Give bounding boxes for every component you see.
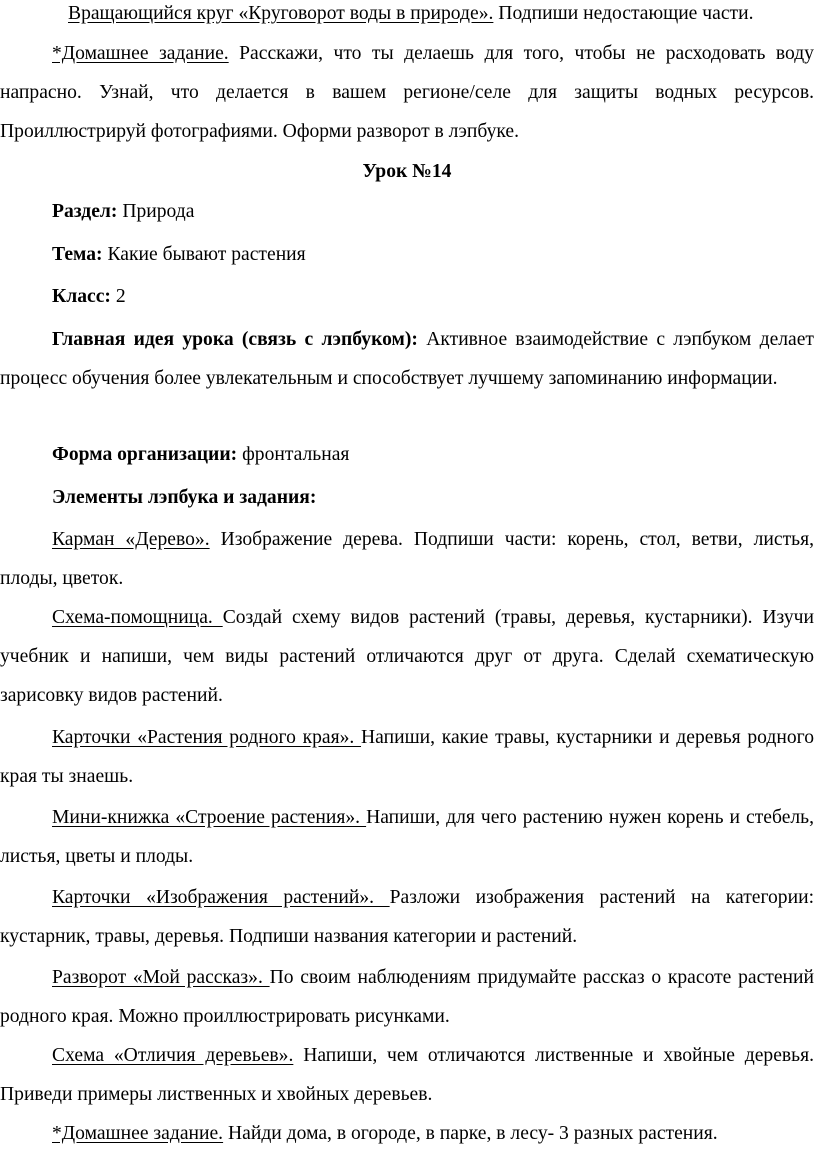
element-title: Карточки «Изображения растений». (52, 887, 390, 908)
topic-label: Тема: (52, 244, 103, 265)
element-text: По своим наблюдениям придумайте рассказ о красоте растений родного края. Можно проиллюстрировать рисунками. (0, 967, 814, 1027)
element-item (0, 718, 814, 796)
water-circle-paragraph (0, 0, 814, 33)
intro-homework-text: Расскажи, что ты делаешь для того, чтобы не расходовать воду напрасно. Узнай, что делается в вашем регионе/селе для защиты водных ресурсов. Проиллюстрируй фотографиями. Оформи разворот в лэпбуке. (0, 43, 814, 142)
element-item (0, 878, 814, 956)
form-value: фронтальная (242, 444, 350, 465)
form-label: Форма организации: (52, 444, 238, 465)
element-title: Карточки «Растения родного края». (52, 727, 362, 748)
element-title: Схема «Отличия деревьев». (52, 1045, 294, 1066)
element-text: Напиши, для чего растению нужен корень и стебель, листья, цветы и плоды. (0, 807, 815, 867)
element-text: Создай схему видов растений (травы, деревья, кустарники). Изучи учебник и напиши, чем виды растений отличаются друг от друга. Сделай схематическую зарисовку видов растений. (0, 607, 814, 706)
element-text: Разложи изображения растений на категории: кустарник, травы, деревья. Подпиши названия категории и растений. (0, 887, 815, 947)
topic-value: Какие бывают растения (107, 244, 306, 265)
topic-line (0, 235, 814, 274)
grade-value: 2 (115, 286, 126, 307)
element-item (0, 1036, 814, 1114)
intro-homework-paragraph (0, 34, 814, 151)
element-text: Напиши, чем отличаются лиственные и хвойные деревья. Приведи примеры лиственных и хвойных деревьев. (0, 1045, 814, 1105)
element-item (0, 958, 814, 1036)
lesson-title: Урок №14 (362, 161, 452, 182)
final-homework-paragraph (0, 1114, 814, 1153)
section-label: Раздел: (52, 201, 118, 222)
element-title: Мини-книжка «Строение растения». (52, 807, 367, 828)
form-line (0, 435, 814, 474)
element-item (0, 598, 814, 715)
water-circle-title: Вращающийся круг «Круговорот воды в природе». (68, 3, 494, 24)
element-text: Напиши, какие травы, кустарники и деревья родного края ты знаешь. (0, 727, 814, 787)
final-homework-text: Найди дома, в огороде, в парке, в лесу- 3 разных растения. (228, 1123, 718, 1144)
element-text: Изображение дерева. Подпиши части: корень, стол, ветви, листья, плоды, цветок. (0, 529, 814, 589)
intro-homework-label: *Домашнее задание. (52, 43, 229, 64)
element-item (0, 520, 814, 598)
element-item (0, 798, 814, 876)
main-idea-label: Главная идея урока (связь с лэпбуком): (52, 329, 418, 350)
element-title: Карман «Дерево». (52, 529, 210, 550)
elements-heading: Элементы лэпбука и задания: (52, 487, 317, 508)
main-idea-text: Активное взаимодействие с лэпбуком делает процесс обучения более увлекательным и способствует лучшему запоминанию информации. (0, 329, 814, 389)
final-homework-label: *Домашнее задание. (52, 1123, 224, 1144)
grade-line (0, 277, 814, 316)
grade-label: Класс: (52, 286, 111, 307)
section-value: Природа (122, 201, 195, 222)
element-title: Схема-помощница. (52, 607, 223, 628)
section-line (0, 192, 814, 231)
water-circle-text: Подпиши недостающие части. (498, 3, 754, 24)
element-title: Разворот «Мой рассказ». (52, 967, 270, 988)
main-idea-paragraph (0, 320, 814, 398)
